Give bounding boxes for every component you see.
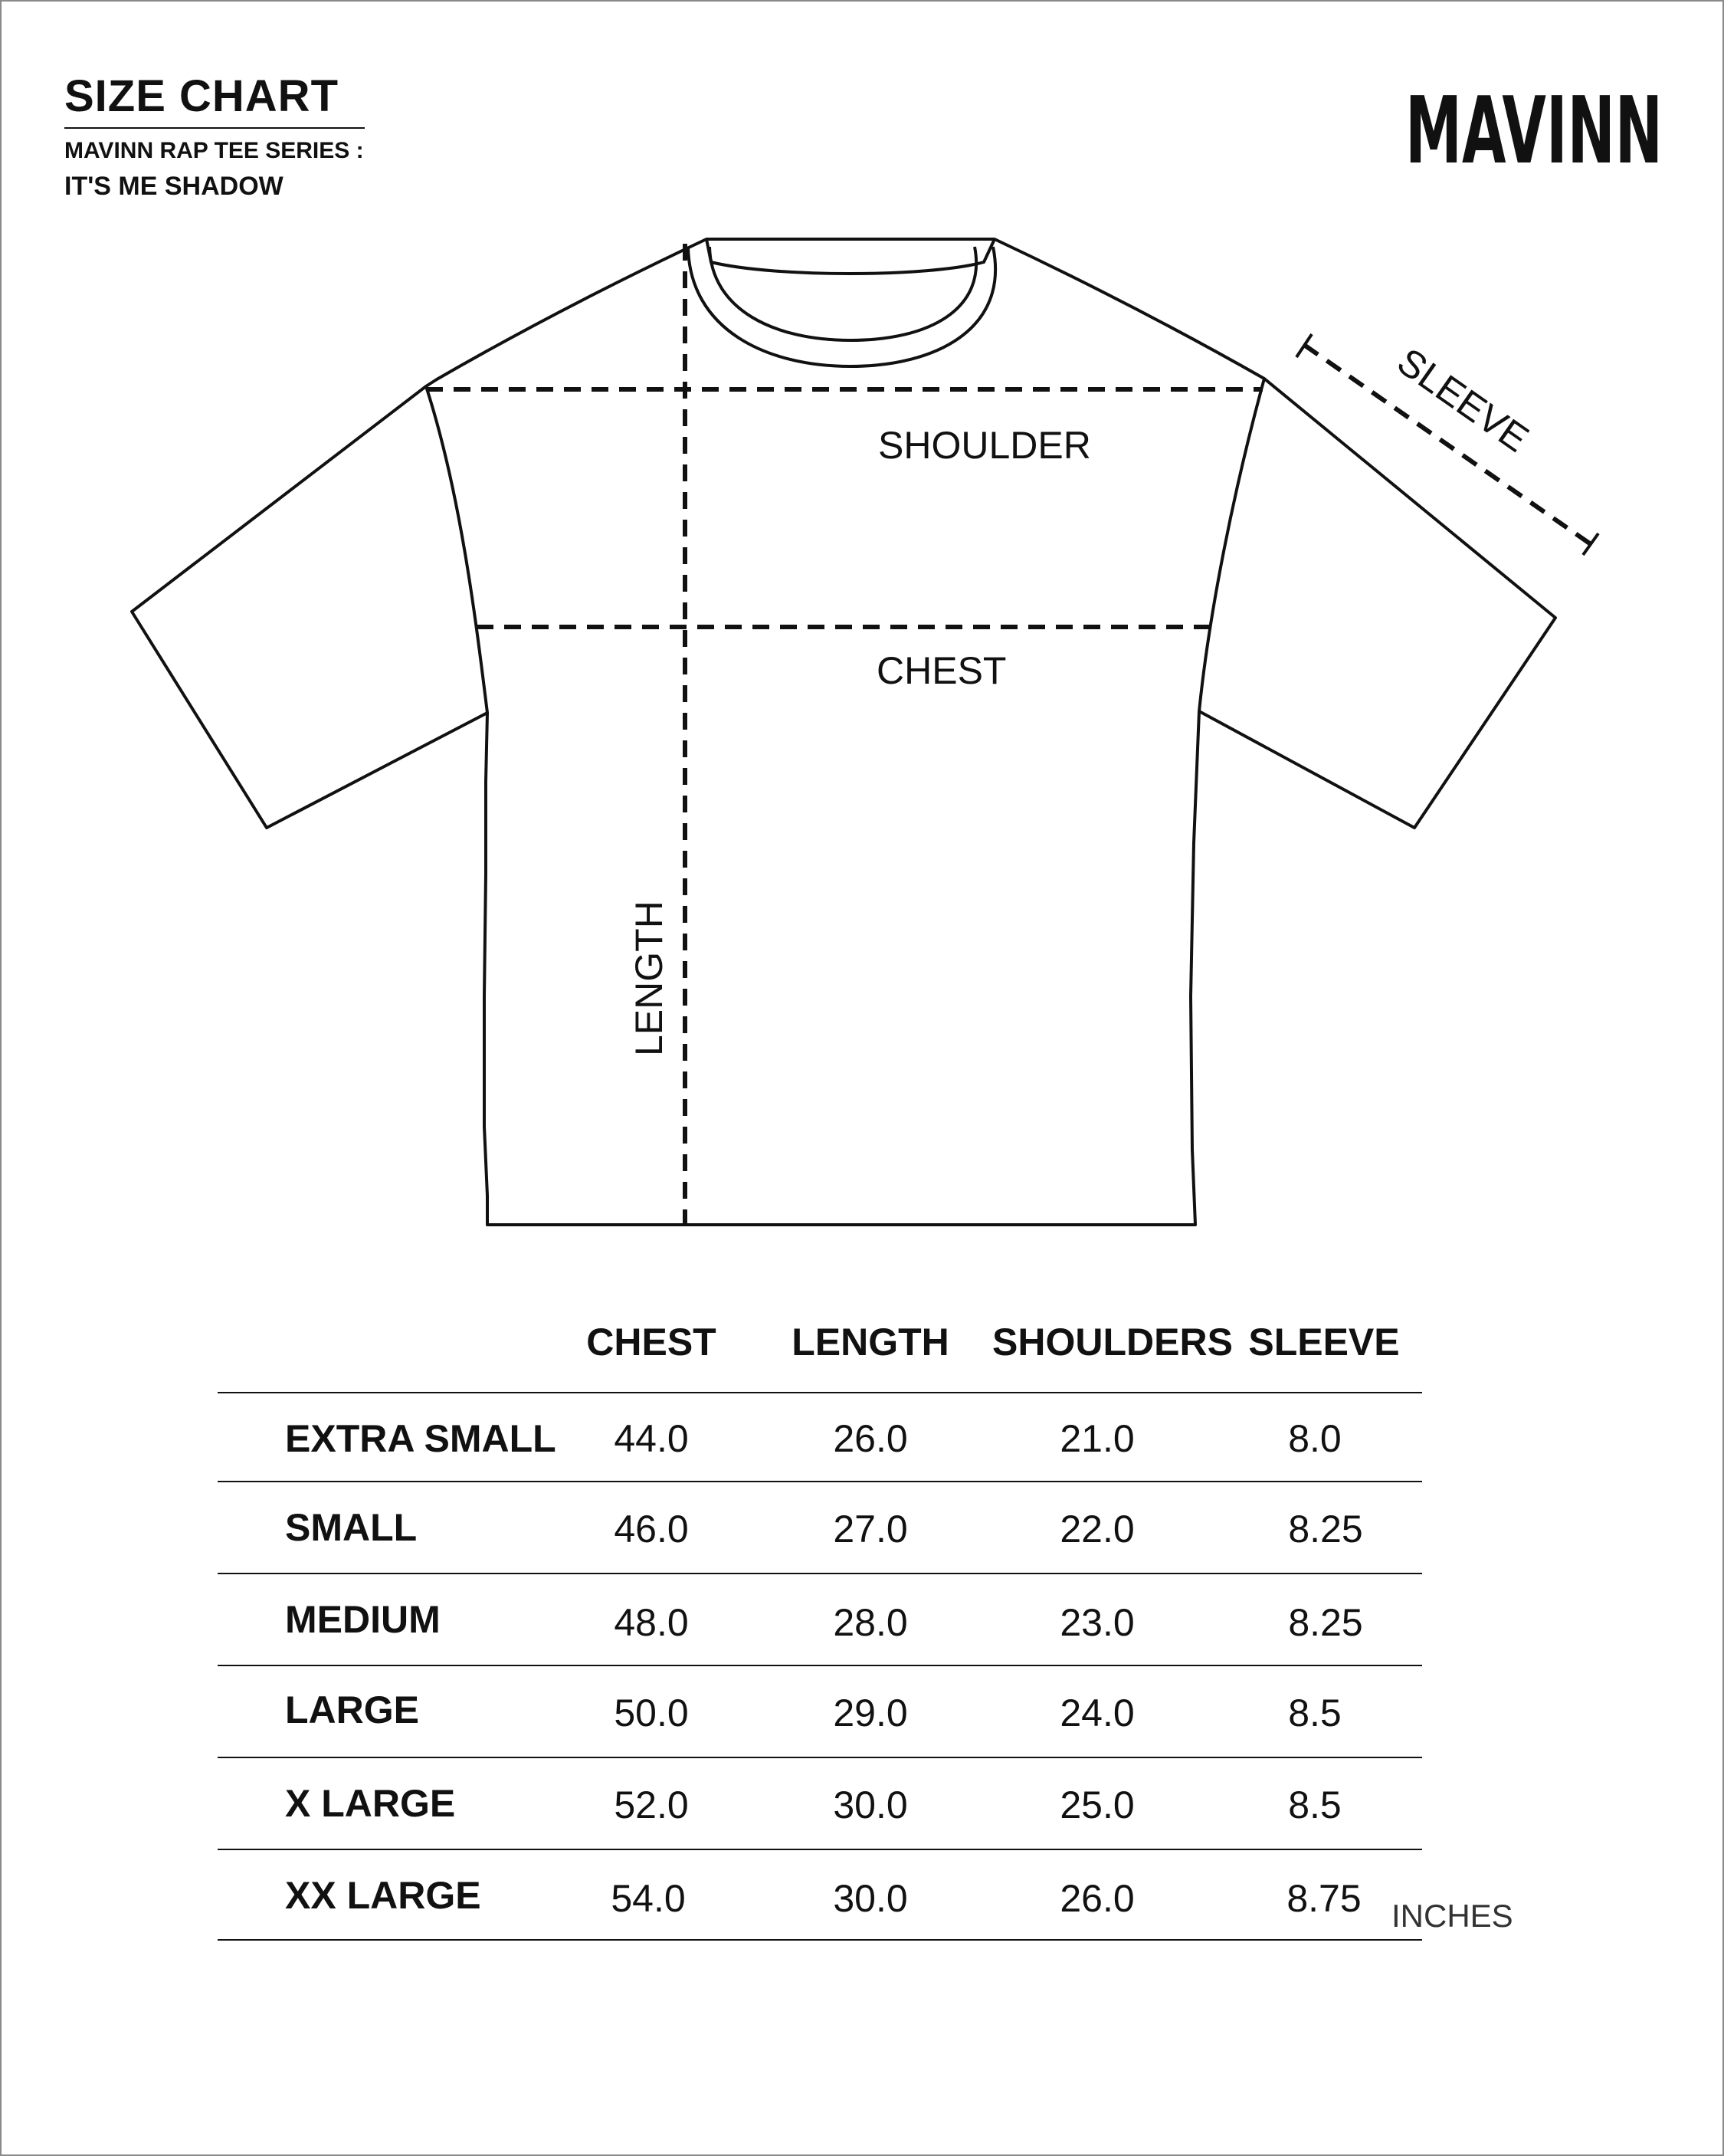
series-name: MAVINN RAP TEE SERIES : xyxy=(64,138,364,163)
shoulder-label: SHOULDER xyxy=(878,424,1091,467)
brand-logo-text: MAVINN xyxy=(1405,78,1663,176)
sleeve-end-cap-bottom xyxy=(1583,533,1598,555)
size-label: SMALL xyxy=(285,1506,418,1549)
right-armhole-seam xyxy=(1199,379,1264,711)
table-cell-chest: 44.0 xyxy=(614,1417,689,1460)
table-cell-sleeve: 8.5 xyxy=(1288,1692,1342,1734)
table-cell-length: 30.0 xyxy=(833,1877,908,1920)
tshirt-outline xyxy=(132,239,1555,1225)
table-cell-length: 30.0 xyxy=(833,1784,908,1826)
size-label: MEDIUM xyxy=(285,1598,441,1641)
unit-label: INCHES xyxy=(1391,1898,1513,1934)
table-cell-chest: 46.0 xyxy=(614,1508,689,1551)
collar-outer xyxy=(688,247,995,366)
table-cell-chest: 52.0 xyxy=(614,1784,689,1826)
sleeve-end-cap-top xyxy=(1296,334,1312,357)
table-cell-length: 26.0 xyxy=(833,1417,908,1460)
table-cell-sleeve: 8.5 xyxy=(1288,1784,1342,1826)
left-armhole-seam xyxy=(426,386,487,713)
table-cell-length: 28.0 xyxy=(833,1601,908,1644)
size-label: LARGE xyxy=(285,1688,419,1731)
table-cell-sleeve: 8.0 xyxy=(1288,1417,1342,1460)
table-cell-chest: 50.0 xyxy=(614,1692,689,1734)
size-label: X LARGE xyxy=(285,1782,456,1825)
collar-inner xyxy=(710,247,976,340)
column-header-shoulders: SHOULDERS xyxy=(992,1321,1233,1363)
column-header-chest: CHEST xyxy=(586,1321,716,1363)
page-title: SIZE CHART xyxy=(64,71,339,121)
product-name: IT'S ME SHADOW xyxy=(64,172,284,201)
size-label: EXTRA SMALL xyxy=(285,1417,556,1460)
table-cell-shoulders: 22.0 xyxy=(1060,1508,1135,1551)
table-cell-chest: 48.0 xyxy=(614,1601,689,1644)
table-cell-chest: 54.0 xyxy=(611,1877,686,1920)
chest-label: CHEST xyxy=(877,649,1007,692)
length-label: LENGTH xyxy=(628,901,670,1056)
table-cell-length: 29.0 xyxy=(833,1692,908,1734)
table-cell-shoulders: 23.0 xyxy=(1060,1601,1135,1644)
column-header-length: LENGTH xyxy=(792,1321,949,1363)
table-cell-length: 27.0 xyxy=(833,1508,908,1551)
table-cell-shoulders: 21.0 xyxy=(1060,1417,1135,1460)
table-cell-sleeve: 8.75 xyxy=(1286,1877,1362,1920)
size-label: XX LARGE xyxy=(285,1874,481,1917)
table-cell-shoulders: 26.0 xyxy=(1060,1877,1135,1920)
collar-top xyxy=(706,239,995,274)
table-cell-shoulders: 24.0 xyxy=(1060,1692,1135,1734)
sleeve-label: SLEEVE xyxy=(1389,340,1537,461)
column-header-sleeve: SLEEVE xyxy=(1248,1321,1400,1363)
table-cell-sleeve: 8.25 xyxy=(1288,1601,1363,1644)
table-cell-shoulders: 25.0 xyxy=(1060,1784,1135,1826)
table-cell-sleeve: 8.25 xyxy=(1288,1508,1363,1551)
